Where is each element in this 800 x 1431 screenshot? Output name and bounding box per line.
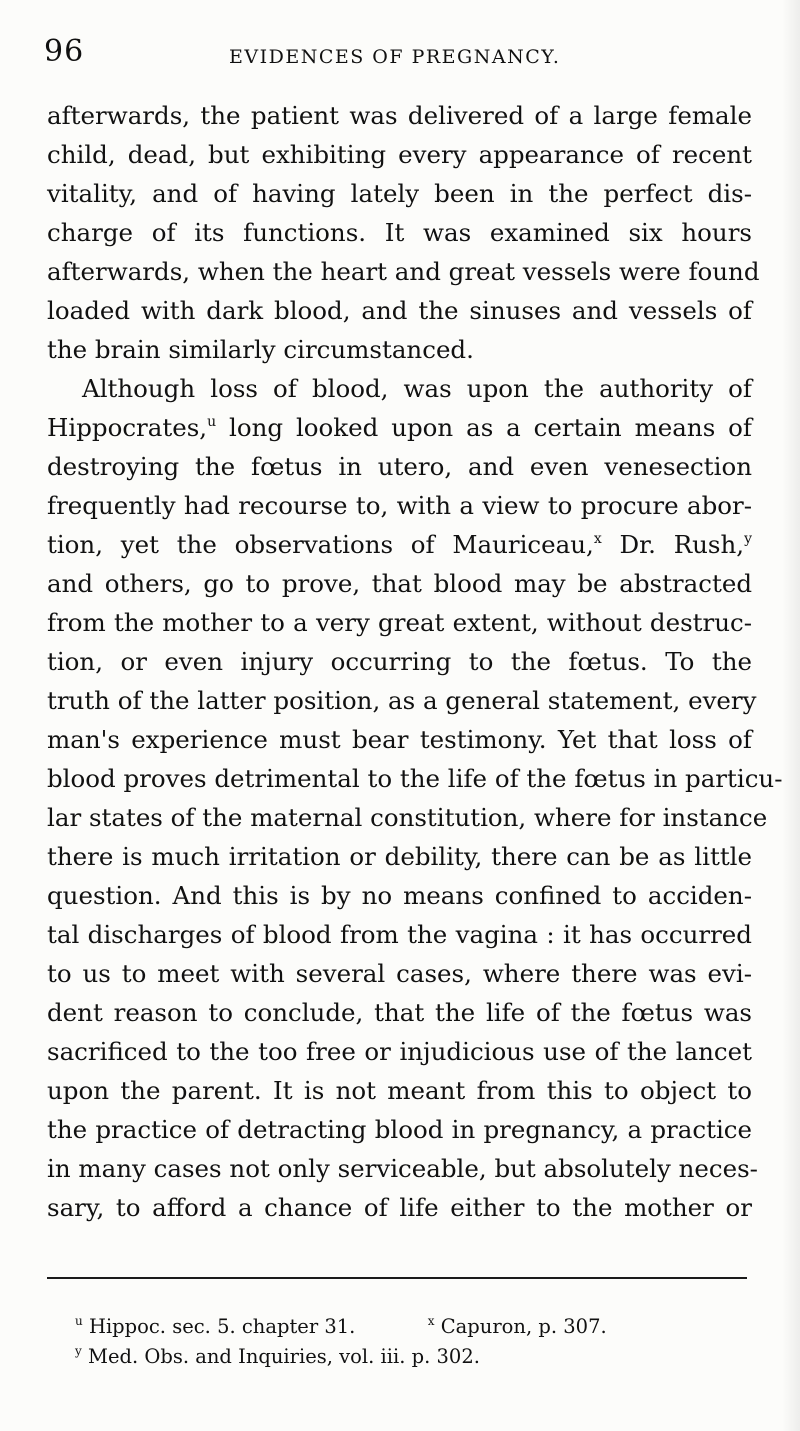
text-line xyxy=(47,525,752,564)
line-text: the brain similarly circumstanced. xyxy=(47,335,474,364)
footnote-mark-y: y xyxy=(75,1344,82,1358)
line-text: and others, go to prove, that blood may be abstracted xyxy=(47,569,752,598)
text-line xyxy=(47,96,752,135)
footnote-reference: x xyxy=(593,531,602,547)
line-text: child, dead, but exhibiting every appearance of recent xyxy=(47,140,752,169)
text-line xyxy=(47,798,768,837)
text-line xyxy=(47,408,752,447)
text-line xyxy=(47,642,752,681)
text-line xyxy=(47,681,757,720)
line-text: lar states of the maternal constitution, where for instance xyxy=(47,803,768,832)
text-line xyxy=(47,720,752,759)
line-text: charge of its functions. It was examined six hours xyxy=(47,218,752,247)
page-number: 96 xyxy=(44,34,85,69)
footnote-mark-u: u xyxy=(75,1314,83,1328)
text-line xyxy=(47,837,752,876)
line-text: tion, yet the observations of Mauriceau, xyxy=(47,530,594,559)
line-text: tal discharges of blood from the vagina : it has occurred xyxy=(47,920,752,949)
line-text: sacrificed to the too free or injudicious use of the lancet xyxy=(47,1037,752,1066)
text-line xyxy=(47,447,752,486)
line-text: upon the parent. It is not meant from this to object to xyxy=(47,1076,752,1105)
line-text: frequently had recourse to, with a view to procure abor- xyxy=(47,491,752,520)
text-line xyxy=(47,174,752,213)
running-head: EVIDENCES OF PREGNANCY. xyxy=(229,46,561,68)
text-line xyxy=(47,954,752,993)
text-line xyxy=(47,564,752,603)
footnote-reference: y xyxy=(744,531,752,547)
text-line xyxy=(47,759,783,798)
line-text: afterwards, when the heart and great vessels were found xyxy=(47,257,760,286)
line-text: Although loss of blood, was upon the authority of xyxy=(82,374,752,403)
footnote-y: Med. Obs. and Inquiries, vol. iii. p. 302. xyxy=(87,1345,480,1368)
line-text: truth of the latter position, as a general statement, every xyxy=(47,686,757,715)
footnote-u: Hippoc. sec. 5. chapter 31. xyxy=(88,1315,356,1338)
page-edge-shadow xyxy=(782,0,800,1431)
text-line xyxy=(47,876,752,915)
line-text: afterwards, the patient was delivered of a large female xyxy=(47,101,752,130)
line-text: blood proves detrimental to the life of the fœtus in particu- xyxy=(47,764,783,793)
line-text: long looked upon as a certain means of xyxy=(216,413,752,442)
text-line xyxy=(47,252,760,291)
text-line xyxy=(47,915,752,954)
text-line xyxy=(47,369,752,408)
text-line xyxy=(47,135,752,174)
line-text: from the mother to a very great extent, without destruc- xyxy=(47,608,752,637)
footnote-rule xyxy=(47,1277,747,1279)
footnote-reference: u xyxy=(207,414,217,430)
line-text: the practice of detracting blood in pregnancy, a practice xyxy=(47,1115,752,1144)
line-text: sary, to afford a chance of life either to the mother or xyxy=(47,1193,752,1222)
line-text: vitality, and of having lately been in the perfect dis- xyxy=(47,179,752,208)
text-line xyxy=(47,1032,752,1071)
body-text xyxy=(47,96,783,1227)
line-text: Hippocrates, xyxy=(47,413,208,442)
footnotes xyxy=(75,1312,715,1372)
footnote-x: Capuron, p. 307. xyxy=(440,1315,607,1338)
line-text: in many cases not only serviceable, but absolutely neces- xyxy=(47,1154,758,1183)
line-text: Dr. Rush, xyxy=(601,530,745,559)
text-line xyxy=(47,1149,758,1188)
page-header xyxy=(44,34,764,74)
text-line xyxy=(47,1110,752,1149)
text-line xyxy=(47,993,752,1032)
line-text: to us to meet with several cases, where there was evi- xyxy=(47,959,752,988)
line-text: question. And this is by no means confined to acciden- xyxy=(47,881,752,910)
line-text: tion, or even injury occurring to the fœtus. To the xyxy=(47,647,752,676)
line-text: dent reason to conclude, that the life of the fœtus was xyxy=(47,998,752,1027)
footnote-line xyxy=(75,1342,715,1372)
text-line xyxy=(47,603,752,642)
text-line xyxy=(47,486,752,525)
text-line xyxy=(47,330,752,369)
line-text: there is much irritation or debility, there can be as little xyxy=(47,842,752,871)
text-line xyxy=(47,1188,752,1227)
text-line xyxy=(47,1071,752,1110)
footnote-mark-x: x xyxy=(427,1314,435,1328)
line-text: man's experience must bear testimony. Yet that loss of xyxy=(47,725,752,754)
footnote-line xyxy=(75,1312,715,1342)
text-line xyxy=(47,213,752,252)
text-line xyxy=(47,291,752,330)
line-text: loaded with dark blood, and the sinuses and vessels of xyxy=(47,296,752,325)
line-text: destroying the fœtus in utero, and even venesection xyxy=(47,452,752,481)
